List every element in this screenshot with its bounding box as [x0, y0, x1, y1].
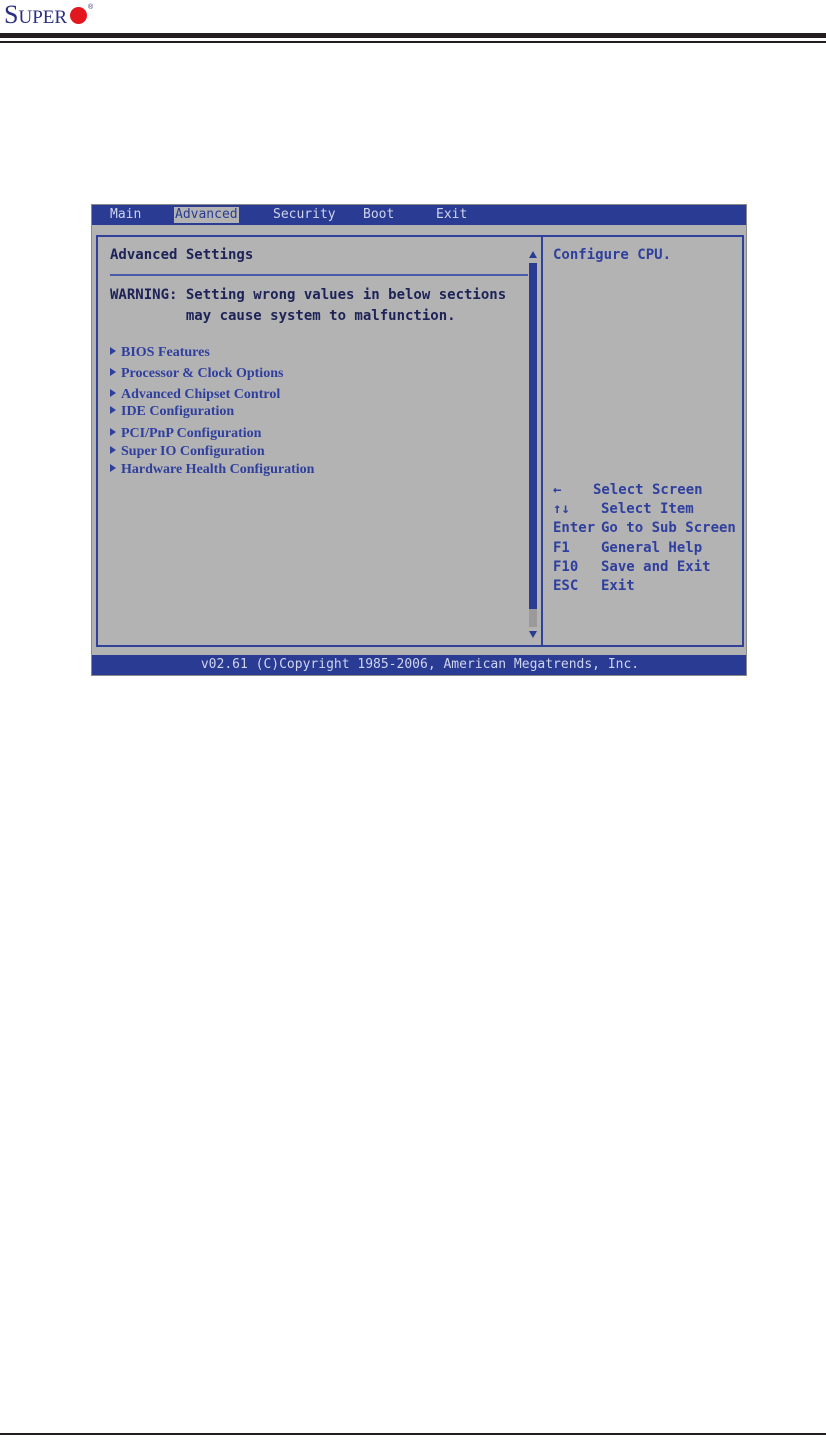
key-esc: ESC — [553, 578, 579, 594]
key-left-arrow: ← — [553, 482, 562, 498]
key-enter: Enter — [553, 520, 596, 536]
key-legend-row — [553, 519, 736, 537]
key-f10: F10 — [553, 559, 579, 575]
key-description: Select Item — [601, 501, 694, 517]
tab-security[interactable]: Security — [273, 207, 336, 222]
help-panel — [543, 237, 742, 645]
settings-panel — [98, 237, 541, 645]
help-description: Configure CPU. — [553, 247, 672, 263]
scrollbar[interactable] — [528, 251, 538, 637]
copyright-footer: v02.61 (C)Copyright 1985-2006, American Megatrends, Inc. — [92, 655, 747, 675]
triangle-right-icon — [110, 446, 116, 454]
header-rule-thin — [0, 41, 826, 43]
submenu-label: IDE Configuration — [121, 404, 235, 419]
submenu-super-io[interactable] — [110, 444, 265, 460]
scroll-down-arrow-icon[interactable] — [529, 631, 537, 638]
submenu-label: Hardware Health Configuration — [121, 462, 315, 477]
key-f1: F1 — [553, 540, 570, 556]
logo-text — [4, 2, 67, 28]
key-legend-row — [553, 500, 694, 518]
tab-boot[interactable]: Boot — [363, 207, 395, 222]
tab-advanced[interactable]: Advanced — [175, 207, 238, 222]
triangle-right-icon — [110, 428, 116, 436]
submenu-bios-features[interactable] — [110, 345, 210, 361]
scroll-thumb[interactable] — [529, 263, 537, 609]
key-description: Select Screen — [593, 482, 703, 498]
key-description: General Help — [601, 540, 703, 556]
triangle-right-icon — [110, 464, 116, 472]
key-legend-row — [553, 558, 711, 576]
submenu-advanced-chipset[interactable] — [110, 387, 280, 403]
title-divider — [110, 274, 528, 276]
submenu-label: BIOS Features — [121, 345, 210, 360]
submenu-label: PCI/PnP Configuration — [121, 426, 262, 441]
page-title: Advanced Settings — [110, 247, 254, 263]
key-description: Go to Sub Screen — [601, 520, 736, 536]
tab-exit[interactable]: Exit — [436, 207, 468, 222]
header-rule-thick — [0, 33, 826, 38]
key-description: Exit — [601, 578, 635, 594]
key-description: Save and Exit — [601, 559, 711, 575]
submenu-label: Super IO Configuration — [121, 444, 265, 459]
logo-rest: UPER — [18, 7, 68, 28]
tab-main[interactable]: Main — [110, 207, 142, 222]
bios-screen — [91, 204, 747, 676]
warning-line-1: WARNING: Setting wrong values in below sections — [110, 287, 507, 303]
warning-text — [110, 285, 506, 327]
logo-dot-icon — [70, 7, 87, 24]
triangle-right-icon — [110, 389, 116, 397]
scroll-up-arrow-icon[interactable] — [529, 251, 537, 258]
warning-line-2: may cause system to malfunction. — [110, 308, 456, 324]
key-legend-row — [553, 539, 703, 557]
submenu-ide-configuration[interactable] — [110, 404, 234, 420]
triangle-right-icon — [110, 368, 116, 376]
bios-menubar — [92, 205, 747, 225]
triangle-right-icon — [110, 347, 116, 355]
footer-rule — [0, 1433, 826, 1435]
supero-logo — [4, 2, 93, 30]
logo-registered-mark: ® — [88, 4, 94, 11]
submenu-label: Advanced Chipset Control — [121, 387, 281, 402]
submenu-pci-pnp[interactable] — [110, 426, 261, 442]
key-legend-row — [553, 481, 703, 499]
logo-initial: S — [4, 0, 19, 29]
submenu-label: Processor & Clock Options — [121, 366, 284, 381]
key-up-down-arrows: ↑↓ — [553, 501, 570, 517]
submenu-hardware-health[interactable] — [110, 462, 314, 478]
bios-frame — [96, 235, 744, 647]
key-legend-row — [553, 577, 635, 595]
triangle-right-icon — [110, 406, 116, 414]
submenu-processor-clock[interactable] — [110, 366, 283, 382]
